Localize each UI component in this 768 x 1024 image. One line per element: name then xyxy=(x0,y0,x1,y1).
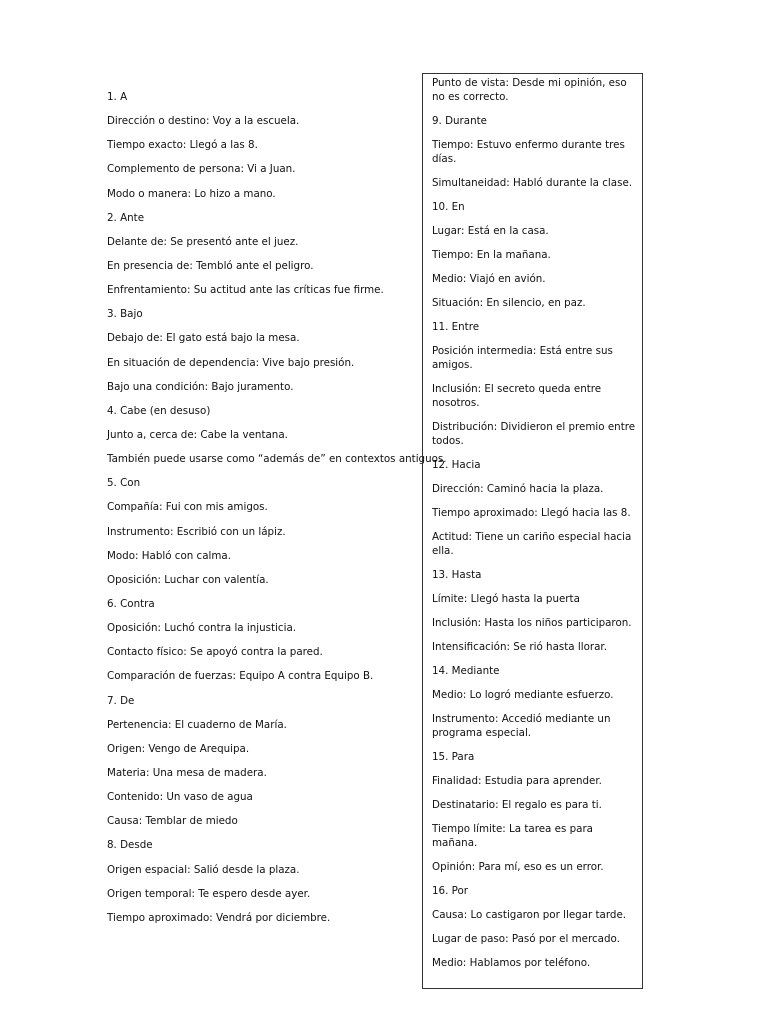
text-line: Tiempo exacto: Llegó a las 8. xyxy=(107,139,258,152)
text-line: Actitud: Tiene un cariño especial hacia ella. xyxy=(432,531,632,557)
text-line: Causa: Temblar de miedo xyxy=(107,815,238,828)
text-line: Intensificación: Se rió hasta llorar. xyxy=(432,641,607,653)
text-line: Contacto físico: Se apoyó contra la pared. xyxy=(107,646,323,659)
text-line: En presencia de: Tembló ante el peligro. xyxy=(107,259,314,272)
text-line: Contenido: Un vaso de agua xyxy=(107,791,253,804)
text-line: Destinatario: El regalo es para ti. xyxy=(432,799,602,811)
text-line: 16. Por xyxy=(432,885,469,897)
text-line: Junto a, cerca de: Cabe la ventana. xyxy=(107,428,288,441)
text-line: Inclusión: Hasta los niños participaron. xyxy=(432,617,632,629)
text-line: Finalidad: Estudia para aprender. xyxy=(432,775,602,787)
text-line: 3. Bajo xyxy=(107,308,143,321)
text-line: Lugar de paso: Pasó por el mercado. xyxy=(432,933,620,945)
text-line: Medio: Viajó en avión. xyxy=(432,273,546,285)
text-line: Comparación de fuerzas: Equipo A contra Equipo B. xyxy=(107,670,374,683)
text-line: Posición intermedia: Está entre sus amigos. xyxy=(432,345,613,371)
text-line: Pertenencia: El cuaderno de María. xyxy=(107,718,287,731)
text-line: 4. Cabe (en desuso) xyxy=(107,404,211,417)
text-line: Opinión: Para mí, eso es un error. xyxy=(432,861,604,873)
text-line: 8. Desde xyxy=(107,839,153,852)
text-line: Oposición: Luchar con valentía. xyxy=(107,573,269,586)
text-line: Punto de vista: Desde mi opinión, eso no es correcto. xyxy=(432,77,627,103)
text-line: Materia: Una mesa de madera. xyxy=(107,766,267,779)
text-line: Modo: Habló con calma. xyxy=(107,549,231,562)
text-line: Tiempo aproximado: Vendrá por diciembre. xyxy=(107,911,331,924)
text-line: Causa: Lo castigaron por llegar tarde. xyxy=(432,909,627,921)
text-line: Tiempo aproximado: Llegó hacia las 8. xyxy=(432,507,631,519)
text-line: Origen temporal: Te espero desde ayer. xyxy=(107,887,311,900)
text-line: Dirección: Caminó hacia la plaza. xyxy=(432,483,604,495)
text-line: 11. Entre xyxy=(432,321,480,333)
text-line: Instrumento: Accedió mediante un programa especial. xyxy=(432,713,611,739)
text-line: Situación: En silencio, en paz. xyxy=(432,297,586,309)
text-line: 9. Durante xyxy=(432,115,487,127)
text-line: Medio: Hablamos por teléfono. xyxy=(432,957,591,969)
text-line: Límite: Llegó hasta la puerta xyxy=(432,593,580,605)
text-line: Bajo una condición: Bajo juramento. xyxy=(107,380,294,393)
text-line: Medio: Lo logró mediante esfuerzo. xyxy=(432,689,614,701)
text-line: 5. Con xyxy=(107,477,141,490)
text-line: Modo o manera: Lo hizo a mano. xyxy=(107,187,276,200)
text-line: En situación de dependencia: Vive bajo presión. xyxy=(107,356,355,369)
text-line: 14. Mediante xyxy=(432,665,500,677)
right-column xyxy=(432,76,637,980)
text-line: Origen espacial: Salió desde la plaza. xyxy=(107,863,300,876)
text-line: Compañía: Fui con mis amigos. xyxy=(107,501,268,514)
text-line: Tiempo límite: La tarea es para mañana. xyxy=(432,823,593,849)
text-line: Distribución: Dividieron el premio entre todos. xyxy=(432,421,636,447)
text-line: Simultaneidad: Habló durante la clase. xyxy=(432,177,633,189)
text-line: También puede usarse como “además de” en contextos antiguos. xyxy=(107,453,447,466)
text-line: 6. Contra xyxy=(107,597,155,610)
text-line: 12. Hacia xyxy=(432,459,481,471)
text-line: Tiempo: Estuvo enfermo durante tres días. xyxy=(432,139,625,165)
text-line: Debajo de: El gato está bajo la mesa. xyxy=(107,332,300,345)
text-line: Dirección o destino: Voy a la escuela. xyxy=(107,115,300,128)
text-line: Lugar: Está en la casa. xyxy=(432,225,549,237)
text-line: Origen: Vengo de Arequipa. xyxy=(107,742,250,755)
text-line: 1. A xyxy=(107,91,128,103)
text-line: Tiempo: En la mañana. xyxy=(432,249,551,261)
text-line: Delante de: Se presentó ante el juez. xyxy=(107,235,299,248)
text-line: 2. Ante xyxy=(107,211,145,224)
text-line: Oposición: Luchó contra la injusticia. xyxy=(107,622,297,635)
text-line: 15. Para xyxy=(432,751,475,763)
text-line: 13. Hasta xyxy=(432,569,482,581)
left-column xyxy=(107,89,447,934)
text-line: Inclusión: El secreto queda entre nosotros. xyxy=(432,383,602,409)
text-line: 7. De xyxy=(107,694,135,707)
text-line: Instrumento: Escribió con un lápiz. xyxy=(107,525,286,538)
text-line: Complemento de persona: Vi a Juan. xyxy=(107,163,296,176)
text-line: 10. En xyxy=(432,201,465,213)
text-line: Enfrentamiento: Su actitud ante las críticas fue firme. xyxy=(107,284,384,297)
